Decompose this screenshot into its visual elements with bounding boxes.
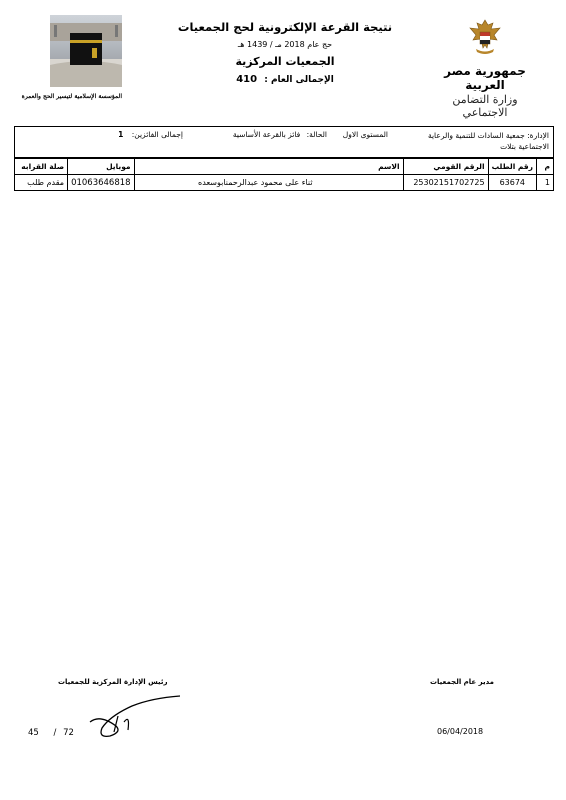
winners-value: 1 (118, 130, 124, 139)
handwritten-signature (80, 692, 190, 742)
eagle-emblem-icon (467, 18, 503, 58)
admin-field (399, 130, 549, 152)
winners-label: إجمالى الفائزين: (131, 130, 183, 139)
cell-name: ثناء على محمود عبدالرحمنابوسعده (134, 175, 403, 191)
page-total: 72 (63, 728, 74, 738)
country-name: جمهورية مصر العربية (444, 64, 526, 92)
central-admin-head-title: رئيس الإدارة المركزية للجمعيات (58, 678, 168, 686)
report-date: 06/04/2018 (437, 727, 484, 736)
hajj-foundation-caption: المؤسسة الإسلامية لتيسير الحج والعمرة (21, 93, 122, 100)
ministry-logo (430, 18, 540, 119)
results-table (14, 158, 554, 191)
grand-total-label: الإجمالى العام : (264, 75, 334, 85)
page-current: 45 (28, 728, 39, 738)
col-header-name: الاسم (134, 159, 403, 175)
winners-field (118, 130, 183, 139)
col-header-relationship: صلة القرابه (15, 159, 68, 175)
cell-relationship: مقدم طلب (15, 175, 68, 191)
col-header-national-id: الرقم القومي (403, 159, 488, 175)
page-separator: / (53, 728, 57, 738)
cell-national-id: 25302151702725 (403, 175, 488, 191)
ministry-name: وزارة التضامن الاجتماعي (452, 93, 518, 119)
status-value: فائز بالقرعة الأساسية (232, 130, 301, 139)
admin-label: الإدارة: (527, 131, 549, 140)
report-header (170, 20, 400, 85)
col-header-mobile: موبايل (68, 159, 135, 175)
cell-request-number: 63674 (488, 175, 536, 191)
grand-total-value: 410 (236, 74, 258, 85)
report-title: نتيجة القرعة الإلكترونية لحج الجمعيات (177, 20, 393, 34)
admin-value: جمعية السادات للتنمية والرعاية الاجتماعية بتلات (427, 131, 549, 151)
grand-total (170, 74, 400, 85)
kaaba-logo (21, 15, 122, 103)
cell-serial: 1 (537, 175, 554, 191)
page-indicator (28, 728, 74, 738)
col-header-serial: م (537, 159, 554, 175)
cell-mobile: 01063646818 (68, 175, 135, 191)
kaaba-image-icon (50, 15, 122, 87)
admin-info-box (14, 126, 554, 158)
status-field (233, 130, 327, 139)
level-field: المستوى الاول (342, 130, 388, 139)
status-label: الحالة: (306, 130, 327, 139)
general-director-title: مدير عام الجمعيات (430, 678, 495, 686)
col-header-request-number: رقم الطلب (488, 159, 536, 175)
table-header-row (15, 159, 554, 175)
table-row (15, 175, 554, 191)
hajj-season: حج عام 2018 مـ / 1439 هـ (237, 40, 333, 49)
association-type: الجمعيات المركزية (235, 55, 335, 68)
